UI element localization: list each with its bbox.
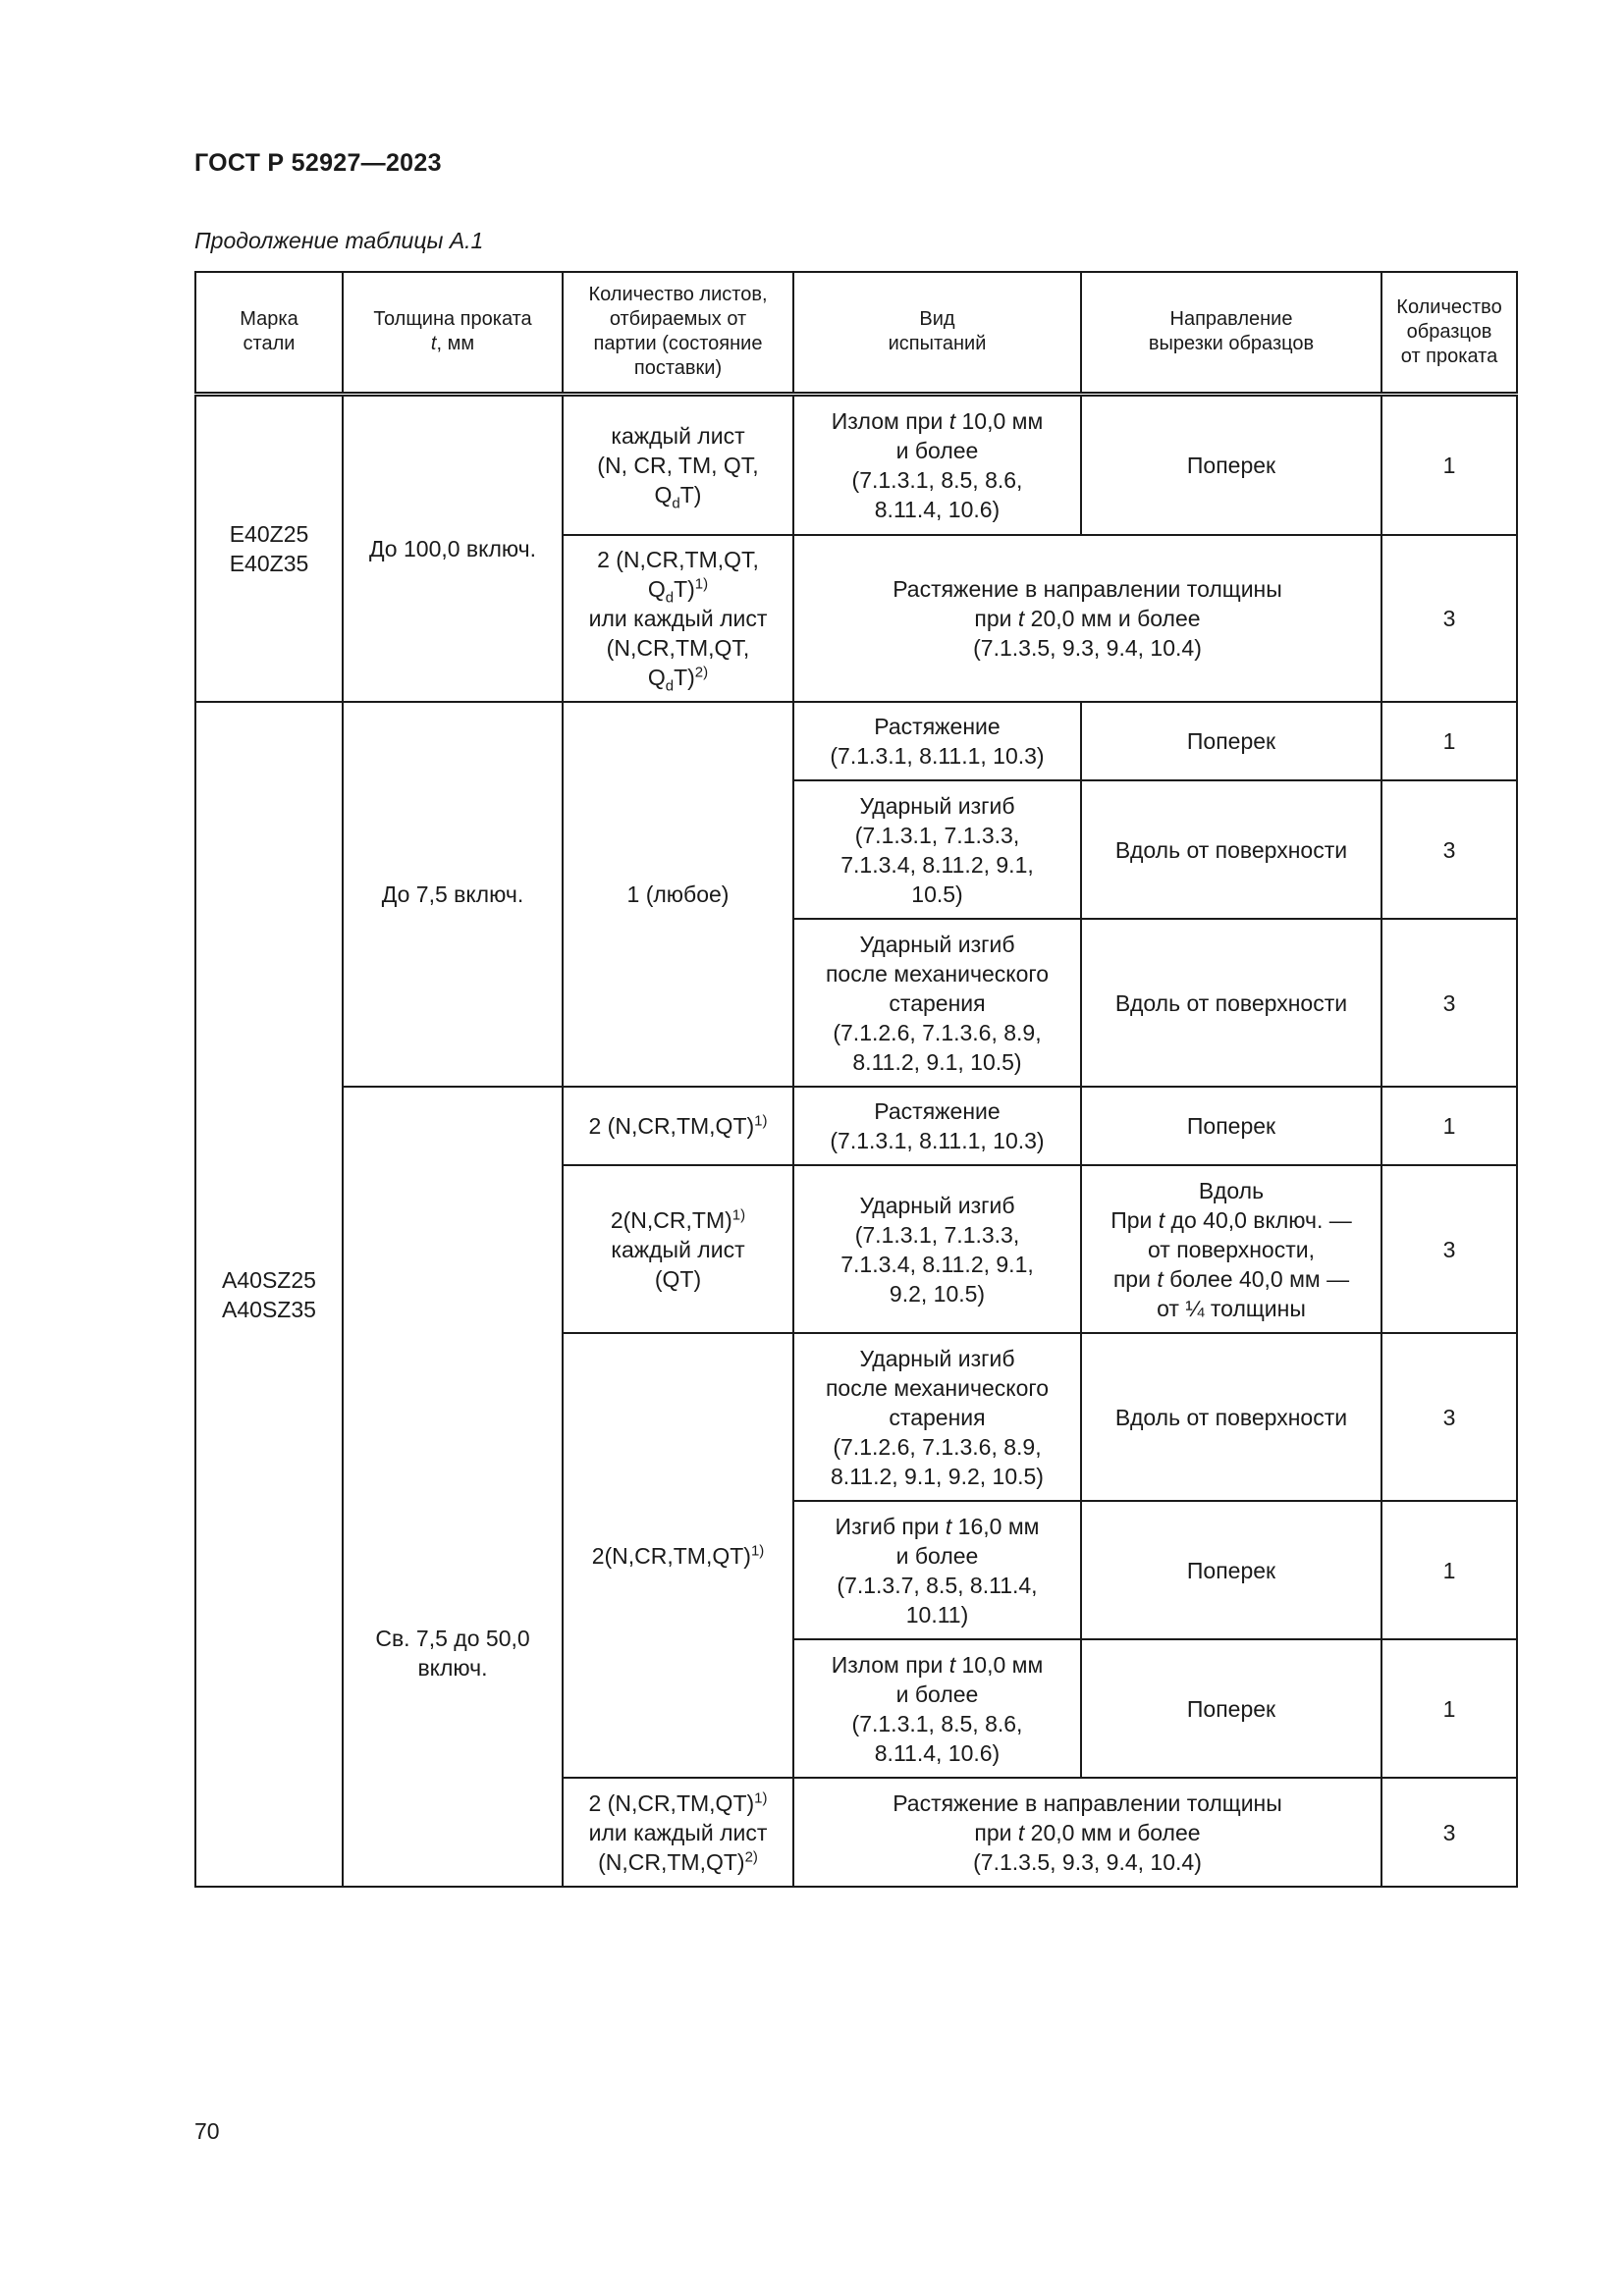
cell-text: 8.11.2, 9.1, 10.5) — [852, 1048, 1022, 1075]
header-text: t — [430, 333, 437, 355]
cell-sheets — [563, 1778, 793, 1887]
cell-sample-count: 3 — [1381, 1165, 1517, 1333]
cell-text: (7.1.3.1, 8.11.1, 10.3) — [830, 1128, 1045, 1153]
table-row — [195, 1087, 1517, 1165]
table-header-row — [195, 272, 1517, 394]
cell-subscript: d — [665, 677, 675, 695]
header-text: стали — [243, 333, 296, 355]
cell-text: t — [948, 1651, 956, 1678]
cell-text: T) — [674, 665, 695, 690]
cell-sample-count: 1 — [1381, 394, 1517, 535]
cell-sample-count: 1 — [1381, 1639, 1517, 1778]
cell-subscript: d — [665, 589, 675, 607]
header-text: Направление — [1169, 308, 1293, 331]
cell-text: Св. 7,5 до 50,0 — [375, 1625, 530, 1651]
cell-text: Изгиб при — [835, 1513, 946, 1539]
cell-text: T) — [679, 481, 702, 507]
header-steel-grade — [195, 272, 343, 394]
cell-text: Ударный изгиб — [859, 1192, 1015, 1218]
cell-sample-count: 1 — [1381, 702, 1517, 780]
document-title: ГОСТ Р 52927—2023 — [194, 149, 442, 177]
header-text: Толщина проката — [373, 308, 532, 331]
cell-sample-count: 1 — [1381, 1087, 1517, 1165]
header-sheets — [563, 272, 793, 394]
cell-direction: Поперек — [1081, 1087, 1381, 1165]
cell-text: Растяжение — [874, 714, 1001, 739]
cell-text: 8.11.4, 10.6) — [874, 1739, 1001, 1766]
cell-text: более 40,0 мм — — [1163, 1265, 1350, 1292]
cell-steel-grade — [195, 702, 343, 1887]
cell-thickness — [343, 1087, 563, 1887]
cell-sheets — [563, 1087, 793, 1165]
cell-text: Q — [647, 665, 666, 690]
cell-text: (7.1.3.7, 8.5, 8.11.4, — [837, 1572, 1038, 1598]
cell-text: старения — [889, 1404, 986, 1430]
cell-text: (7.1.3.5, 9.3, 9.4, 10.4) — [973, 1848, 1202, 1875]
cell-test-type — [793, 1087, 1081, 1165]
cell-text: Излом при — [831, 407, 949, 434]
header-text: Количество — [1396, 295, 1502, 318]
cell-text: старения — [889, 989, 986, 1016]
table-row — [195, 702, 1517, 780]
cell-text: каждый лист — [611, 422, 745, 449]
footnote-marker: 1) — [750, 1541, 765, 1559]
cell-text: (N, CR, TM, QT, — [597, 452, 759, 478]
cell-test-type — [793, 535, 1381, 702]
cell-text: t — [948, 407, 956, 434]
header-text: вырезки образцов — [1148, 333, 1315, 355]
cell-text: (7.1.3.1, 8.5, 8.6, — [851, 466, 1023, 493]
cell-text: после механического — [825, 1374, 1050, 1401]
cell-text: от поверхности, — [1147, 1236, 1315, 1262]
header-text: испытаний — [888, 333, 987, 355]
footnote-marker: 1) — [731, 1205, 746, 1223]
cell-test-type — [793, 1333, 1081, 1501]
specimen-table — [194, 271, 1518, 1888]
cell-text: E40Z25 — [229, 520, 309, 547]
cell-test-type — [793, 919, 1081, 1087]
cell-sheets — [563, 1333, 793, 1778]
cell-text: Ударный изгиб — [859, 931, 1015, 957]
cell-test-type — [793, 1165, 1081, 1333]
cell-text: и более — [895, 437, 979, 463]
cell-sample-count: 3 — [1381, 535, 1517, 702]
cell-text: включ. — [417, 1654, 488, 1681]
footnote-marker: 2) — [694, 664, 709, 681]
cell-text: Q — [654, 481, 673, 507]
cell-test-type — [793, 702, 1081, 780]
footnote-marker: 1) — [694, 575, 709, 593]
cell-sheets — [563, 1165, 793, 1333]
cell-text: или каждый лист — [588, 1819, 768, 1845]
cell-text: Q — [647, 576, 666, 602]
header-sample-count — [1381, 272, 1517, 394]
header-text: , мм — [436, 333, 475, 355]
cell-text: (7.1.3.1, 8.5, 8.6, — [851, 1710, 1023, 1736]
cell-sheets: 1 (любое) — [563, 702, 793, 1087]
cell-direction: Поперек — [1081, 1639, 1381, 1778]
header-text: от проката — [1400, 345, 1498, 367]
cell-test-type — [793, 780, 1081, 919]
cell-steel-grade — [195, 394, 343, 702]
cell-text: Растяжение в направлении толщины — [893, 576, 1282, 602]
cell-text: 7.1.3.4, 8.11.2, 9.1, — [840, 851, 1034, 878]
cell-text: при — [974, 1819, 1018, 1845]
cell-text: Растяжение в направлении толщины — [893, 1789, 1282, 1816]
cell-text: (7.1.3.1, 7.1.3.3, — [854, 1221, 1020, 1248]
cell-direction: Вдоль от поверхности — [1081, 780, 1381, 919]
cell-text: 2 (N,CR,TM,QT) — [588, 1113, 755, 1139]
cell-direction: Вдоль от поверхности — [1081, 1333, 1381, 1501]
cell-text: 20,0 мм и более — [1024, 606, 1201, 631]
cell-text: При — [1110, 1206, 1159, 1233]
cell-text: t — [1017, 1819, 1025, 1845]
cell-text: t — [1017, 606, 1025, 631]
cell-text: (7.1.2.6, 7.1.3.6, 8.9, — [833, 1019, 1042, 1045]
cell-text: t — [1158, 1206, 1165, 1233]
cell-text: t — [1157, 1265, 1164, 1292]
cell-text: A40SZ25 — [222, 1266, 316, 1293]
cell-subscript: d — [672, 495, 680, 512]
footnote-marker: 2) — [744, 1847, 758, 1865]
cell-text: после механического — [825, 960, 1050, 987]
cell-text: 8.11.4, 10.6) — [874, 496, 1001, 522]
cell-text: T) — [674, 576, 695, 602]
cell-direction — [1081, 1165, 1381, 1333]
cell-text: при — [1112, 1265, 1158, 1292]
cell-direction: Вдоль от поверхности — [1081, 919, 1381, 1087]
cell-text: 2 (N,CR,TM,QT) — [588, 1789, 755, 1816]
cell-direction: Поперек — [1081, 702, 1381, 780]
cell-text: (N,CR,TM,QT) — [598, 1848, 745, 1875]
cell-sample-count: 3 — [1381, 1778, 1517, 1887]
header-text: отбираемых от — [609, 308, 747, 331]
cell-text: и более — [895, 1542, 979, 1569]
cell-text: (N,CR,TM,QT, — [606, 635, 750, 661]
cell-text: и более — [895, 1681, 979, 1707]
cell-text: 10.11) — [905, 1601, 969, 1628]
cell-text: 16,0 мм — [951, 1513, 1040, 1539]
cell-text: (7.1.2.6, 7.1.3.6, 8.9, — [833, 1433, 1042, 1460]
header-text: Вид — [919, 308, 955, 331]
cell-direction: Поперек — [1081, 1501, 1381, 1639]
header-direction — [1081, 272, 1381, 394]
header-text: Марка — [240, 308, 298, 331]
header-text: образцов — [1406, 320, 1492, 343]
cell-text: 10.5) — [911, 881, 963, 907]
cell-text: 2 (N,CR,TM,QT, — [597, 547, 759, 572]
cell-text: Ударный изгиб — [859, 792, 1015, 819]
cell-text: 10,0 мм — [955, 407, 1044, 434]
footnote-marker: 1) — [754, 1112, 768, 1130]
cell-test-type — [793, 394, 1081, 535]
footnote-marker: 1) — [754, 1789, 768, 1806]
cell-text: 2(N,CR,TM,QT) — [591, 1542, 751, 1569]
cell-text: Вдоль — [1198, 1177, 1265, 1203]
cell-text: 10,0 мм — [955, 1651, 1044, 1678]
cell-text: 7.1.3.4, 8.11.2, 9.1, — [840, 1251, 1034, 1277]
header-test-type — [793, 272, 1081, 394]
cell-text: или каждый лист — [588, 606, 768, 631]
table-caption: Продолжение таблицы А.1 — [194, 228, 484, 253]
cell-text: A40SZ35 — [222, 1296, 316, 1322]
page-number: 70 — [194, 2118, 220, 2144]
cell-sample-count: 3 — [1381, 1333, 1517, 1501]
header-text: поставки) — [633, 357, 723, 380]
cell-text: 9.2, 10.5) — [889, 1280, 986, 1307]
cell-sample-count: 3 — [1381, 919, 1517, 1087]
cell-text: каждый лист — [611, 1236, 745, 1262]
cell-thickness: До 100,0 включ. — [343, 394, 563, 702]
header-thickness — [343, 272, 563, 394]
cell-text: t — [945, 1513, 952, 1539]
cell-text: при — [974, 606, 1018, 631]
cell-sample-count: 3 — [1381, 780, 1517, 919]
cell-text: (7.1.3.1, 8.11.1, 10.3) — [830, 743, 1045, 769]
cell-sheets — [563, 394, 793, 535]
header-text: партии (состояние — [593, 333, 763, 355]
cell-text: Ударный изгиб — [859, 1345, 1015, 1371]
cell-text: 2(N,CR,TM) — [610, 1206, 732, 1233]
table-row — [195, 394, 1517, 535]
cell-text: (7.1.3.5, 9.3, 9.4, 10.4) — [973, 635, 1202, 661]
cell-test-type — [793, 1501, 1081, 1639]
cell-sample-count: 1 — [1381, 1501, 1517, 1639]
cell-test-type — [793, 1778, 1381, 1887]
cell-text: E40Z35 — [229, 550, 309, 576]
cell-text: 20,0 мм и более — [1024, 1819, 1201, 1845]
cell-text: (QT) — [654, 1265, 702, 1292]
cell-text: (7.1.3.1, 7.1.3.3, — [854, 822, 1020, 848]
cell-sheets — [563, 535, 793, 702]
cell-text: от ¼ толщины — [1157, 1295, 1306, 1321]
cell-text: до 40,0 включ. — — [1164, 1206, 1352, 1233]
cell-direction: Поперек — [1081, 394, 1381, 535]
cell-thickness: До 7,5 включ. — [343, 702, 563, 1087]
cell-text: 8.11.2, 9.1, 9.2, 10.5) — [831, 1463, 1044, 1489]
cell-test-type — [793, 1639, 1081, 1778]
cell-text: Излом при — [831, 1651, 949, 1678]
header-text: Количество листов, — [588, 284, 768, 306]
cell-text: Растяжение — [874, 1098, 1001, 1124]
